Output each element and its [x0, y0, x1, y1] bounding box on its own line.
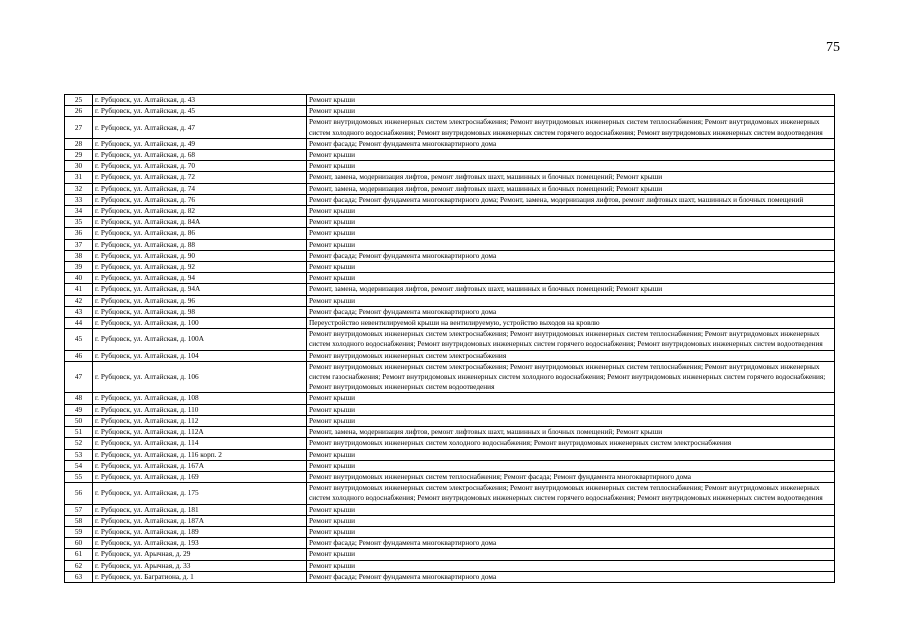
- table-row: [65, 106, 835, 117]
- row-address: г. Рубцовск, ул. Алтайская, д. 189: [93, 526, 307, 537]
- row-address: г. Рубцовск, ул. Алтайская, д. 167А: [93, 460, 307, 471]
- row-number: 51: [65, 427, 93, 438]
- table-row: [65, 161, 835, 172]
- row-address: г. Рубцовск, ул. Алтайская, д. 92: [93, 262, 307, 273]
- table-row: [65, 427, 835, 438]
- row-address: г. Рубцовск, ул. Алтайская, д. 108: [93, 393, 307, 404]
- table-row: [65, 404, 835, 415]
- row-work-type: Ремонт фасада; Ремонт фундамента многоквартирного дома: [307, 538, 835, 549]
- row-address: г. Рубцовск, ул. Алтайская, д. 175: [93, 483, 307, 504]
- row-work-type: Переустройство невентилируемой крыши на вентилируемую, устройство выходов на кровлю: [307, 318, 835, 329]
- table-row: [65, 483, 835, 504]
- row-address: г. Рубцовск, ул. Алтайская, д. 68: [93, 150, 307, 161]
- row-work-type: Ремонт крыши: [307, 560, 835, 571]
- row-work-type: Ремонт крыши: [307, 228, 835, 239]
- row-work-type: Ремонт крыши: [307, 549, 835, 560]
- row-work-type: Ремонт крыши: [307, 262, 835, 273]
- row-number: 58: [65, 515, 93, 526]
- row-number: 26: [65, 106, 93, 117]
- row-number: 34: [65, 206, 93, 217]
- row-number: 62: [65, 560, 93, 571]
- row-address: г. Рубцовск, ул. Алтайская, д. 74: [93, 183, 307, 194]
- row-address: г. Рубцовск, ул. Алтайская, д. 112: [93, 415, 307, 426]
- row-work-type: Ремонт крыши: [307, 95, 835, 106]
- row-address: г. Рубцовск, ул. Алтайская, д. 43: [93, 95, 307, 106]
- row-address: г. Рубцовск, ул. Алтайская, д. 88: [93, 239, 307, 250]
- row-address: г. Рубцовск, ул. Алтайская, д. 106: [93, 361, 307, 393]
- row-number: 53: [65, 449, 93, 460]
- table-row: [65, 350, 835, 361]
- row-address: г. Рубцовск, ул. Алтайская, д. 84А: [93, 217, 307, 228]
- table-body: [65, 95, 835, 583]
- row-address: г. Рубцовск, ул. Алтайская, д. 104: [93, 350, 307, 361]
- row-number: 40: [65, 273, 93, 284]
- row-number: 31: [65, 172, 93, 183]
- row-work-type: Ремонт внутридомовых инженерных систем электроснабжения; Ремонт внутридомовых инженерных систем теплоснабжения; Ремонт внутридомовых инженерных систем холодного водоснабжения; Ремонт внутридомовых инженерных систем горячего водоснабжения; Ремонт внутридомовых инженерных систем водоотведения: [307, 329, 835, 350]
- table-row: [65, 295, 835, 306]
- table-row: [65, 460, 835, 471]
- row-number: 29: [65, 150, 93, 161]
- row-work-type: Ремонт внутридомовых инженерных систем теплоснабжения; Ремонт фасада; Ремонт фундамента многоквартирного дома: [307, 471, 835, 482]
- row-address: г. Рубцовск, ул. Алтайская, д. 110: [93, 404, 307, 415]
- row-number: 47: [65, 361, 93, 393]
- row-address: г. Рубцовск, ул. Арычная, д. 33: [93, 560, 307, 571]
- table-row: [65, 560, 835, 571]
- row-work-type: Ремонт внутридомовых инженерных систем электроснабжения; Ремонт внутридомовых инженерных систем теплоснабжения; Ремонт внутридомовых инженерных систем холодного водоснабжения; Ремонт внутридомовых инженерных систем горячего водоснабжения; Ремонт внутридомовых инженерных систем водоотведения: [307, 483, 835, 504]
- row-address: г. Рубцовск, ул. Алтайская, д. 76: [93, 194, 307, 205]
- row-number: 48: [65, 393, 93, 404]
- row-work-type: Ремонт крыши: [307, 393, 835, 404]
- table-row: [65, 194, 835, 205]
- table-row: [65, 504, 835, 515]
- row-work-type: Ремонт крыши: [307, 239, 835, 250]
- row-number: 38: [65, 250, 93, 261]
- table-row: [65, 183, 835, 194]
- row-number: 60: [65, 538, 93, 549]
- table-row: [65, 306, 835, 317]
- row-number: 46: [65, 350, 93, 361]
- row-number: 44: [65, 318, 93, 329]
- page-number: 75: [826, 40, 840, 55]
- row-work-type: Ремонт крыши: [307, 504, 835, 515]
- row-address: г. Рубцовск, ул. Алтайская, д. 100А: [93, 329, 307, 350]
- table-row: [65, 262, 835, 273]
- row-address: г. Рубцовск, ул. Алтайская, д. 94: [93, 273, 307, 284]
- row-number: 30: [65, 161, 93, 172]
- row-work-type: Ремонт крыши: [307, 415, 835, 426]
- row-address: г. Рубцовск, ул. Алтайская, д. 86: [93, 228, 307, 239]
- row-address: г. Рубцовск, ул. Алтайская, д. 112А: [93, 427, 307, 438]
- row-number: 42: [65, 295, 93, 306]
- row-work-type: Ремонт крыши: [307, 295, 835, 306]
- row-work-type: Ремонт, замена, модернизация лифтов, ремонт лифтовых шахт, машинных и блочных помещений; Ремонт крыши: [307, 284, 835, 295]
- row-address: г. Рубцовск, ул. Алтайская, д. 181: [93, 504, 307, 515]
- row-work-type: Ремонт, замена, модернизация лифтов, ремонт лифтовых шахт, машинных и блочных помещений; Ремонт крыши: [307, 183, 835, 194]
- row-number: 37: [65, 239, 93, 250]
- row-work-type: Ремонт крыши: [307, 106, 835, 117]
- table-row: [65, 228, 835, 239]
- table-row: [65, 449, 835, 460]
- row-address: г. Рубцовск, ул. Алтайская, д. 169: [93, 471, 307, 482]
- table-row: [65, 549, 835, 560]
- table-row: [65, 538, 835, 549]
- table-row: [65, 329, 835, 350]
- row-work-type: Ремонт внутридомовых инженерных систем электроснабжения: [307, 350, 835, 361]
- table-row: [65, 250, 835, 261]
- row-work-type: Ремонт крыши: [307, 404, 835, 415]
- row-address: г. Рубцовск, ул. Алтайская, д. 96: [93, 295, 307, 306]
- row-address: г. Рубцовск, ул. Алтайская, д. 47: [93, 117, 307, 138]
- row-work-type: Ремонт крыши: [307, 515, 835, 526]
- row-work-type: Ремонт фасада; Ремонт фундамента многоквартирного дома: [307, 571, 835, 582]
- row-address: г. Рубцовск, ул. Алтайская, д. 98: [93, 306, 307, 317]
- table-row: [65, 172, 835, 183]
- table-row: [65, 239, 835, 250]
- row-work-type: Ремонт, замена, модернизация лифтов, ремонт лифтовых шахт, машинных и блочных помещений; Ремонт крыши: [307, 172, 835, 183]
- row-work-type: Ремонт крыши: [307, 161, 835, 172]
- table-row: [65, 138, 835, 149]
- table-row: [65, 471, 835, 482]
- table-row: [65, 438, 835, 449]
- table-row: [65, 526, 835, 537]
- table-row: [65, 117, 835, 138]
- row-number: 25: [65, 95, 93, 106]
- table-row: [65, 361, 835, 393]
- row-work-type: Ремонт фасада; Ремонт фундамента многоквартирного дома: [307, 306, 835, 317]
- row-address: г. Рубцовск, ул. Алтайская, д. 193: [93, 538, 307, 549]
- repair-register-table: [64, 94, 835, 583]
- row-address: г. Рубцовск, ул. Арычная, д. 29: [93, 549, 307, 560]
- row-work-type: Ремонт крыши: [307, 460, 835, 471]
- row-work-type: Ремонт внутридомовых инженерных систем электроснабжения; Ремонт внутридомовых инженерных систем теплоснабжения; Ремонт внутридомовых инженерных систем газоснабжения; Ремонт внутридомовых инженерных систем холодного водоснабжения; Ремонт внутридомовых инженерных систем горячего водоснабжения; Ремонт внутридомовых инженерных систем водоотведения: [307, 361, 835, 393]
- row-work-type: Ремонт внутридомовых инженерных систем электроснабжения; Ремонт внутридомовых инженерных систем теплоснабжения; Ремонт внутридомовых инженерных систем холодного водоснабжения; Ремонт внутридомовых инженерных систем горячего водоснабжения; Ремонт внутридомовых инженерных систем водоотведения: [307, 117, 835, 138]
- table-row: [65, 515, 835, 526]
- row-number: 43: [65, 306, 93, 317]
- row-address: г. Рубцовск, ул. Алтайская, д. 70: [93, 161, 307, 172]
- row-number: 32: [65, 183, 93, 194]
- row-address: г. Рубцовск, ул. Алтайская, д. 100: [93, 318, 307, 329]
- row-work-type: Ремонт фасада; Ремонт фундамента многоквартирного дома: [307, 250, 835, 261]
- table-row: [65, 284, 835, 295]
- row-number: 61: [65, 549, 93, 560]
- row-number: 54: [65, 460, 93, 471]
- row-work-type: Ремонт крыши: [307, 526, 835, 537]
- row-number: 41: [65, 284, 93, 295]
- table-row: [65, 571, 835, 582]
- row-number: 57: [65, 504, 93, 515]
- row-address: г. Рубцовск, ул. Алтайская, д. 90: [93, 250, 307, 261]
- table-row: [65, 95, 835, 106]
- row-address: г. Рубцовск, ул. Алтайская, д. 82: [93, 206, 307, 217]
- table-row: [65, 318, 835, 329]
- row-number: 50: [65, 415, 93, 426]
- table-row: [65, 393, 835, 404]
- row-number: 52: [65, 438, 93, 449]
- table-row: [65, 206, 835, 217]
- row-work-type: Ремонт крыши: [307, 150, 835, 161]
- table-row: [65, 273, 835, 284]
- table-row: [65, 415, 835, 426]
- row-work-type: Ремонт фасада; Ремонт фундамента многоквартирного дома; Ремонт, замена, модернизация лифтов, ремонт лифтовых шахт, машинных и блочных помещений: [307, 194, 835, 205]
- row-address: г. Рубцовск, ул. Багратиона, д. 1: [93, 571, 307, 582]
- table-row: [65, 150, 835, 161]
- row-address: г. Рубцовск, ул. Алтайская, д. 94А: [93, 284, 307, 295]
- row-number: 59: [65, 526, 93, 537]
- row-number: 45: [65, 329, 93, 350]
- row-address: г. Рубцовск, ул. Алтайская, д. 114: [93, 438, 307, 449]
- row-work-type: Ремонт крыши: [307, 206, 835, 217]
- row-address: г. Рубцовск, ул. Алтайская, д. 187А: [93, 515, 307, 526]
- row-number: 27: [65, 117, 93, 138]
- row-number: 28: [65, 138, 93, 149]
- row-work-type: Ремонт, замена, модернизация лифтов, ремонт лифтовых шахт, машинных и блочных помещений; Ремонт крыши: [307, 427, 835, 438]
- row-work-type: Ремонт крыши: [307, 449, 835, 460]
- row-number: 39: [65, 262, 93, 273]
- row-address: г. Рубцовск, ул. Алтайская, д. 49: [93, 138, 307, 149]
- row-number: 36: [65, 228, 93, 239]
- row-number: 49: [65, 404, 93, 415]
- row-address: г. Рубцовск, ул. Алтайская, д. 45: [93, 106, 307, 117]
- row-work-type: Ремонт внутридомовых инженерных систем холодного водоснабжения; Ремонт внутридомовых инженерных систем электроснабжения: [307, 438, 835, 449]
- row-number: 56: [65, 483, 93, 504]
- row-work-type: Ремонт крыши: [307, 217, 835, 228]
- row-work-type: Ремонт крыши: [307, 273, 835, 284]
- row-number: 63: [65, 571, 93, 582]
- row-number: 55: [65, 471, 93, 482]
- table-row: [65, 217, 835, 228]
- row-number: 35: [65, 217, 93, 228]
- row-work-type: Ремонт фасада; Ремонт фундамента многоквартирного дома: [307, 138, 835, 149]
- row-number: 33: [65, 194, 93, 205]
- row-address: г. Рубцовск, ул. Алтайская, д. 72: [93, 172, 307, 183]
- row-address: г. Рубцовск, ул. Алтайская, д. 116 корп. 2: [93, 449, 307, 460]
